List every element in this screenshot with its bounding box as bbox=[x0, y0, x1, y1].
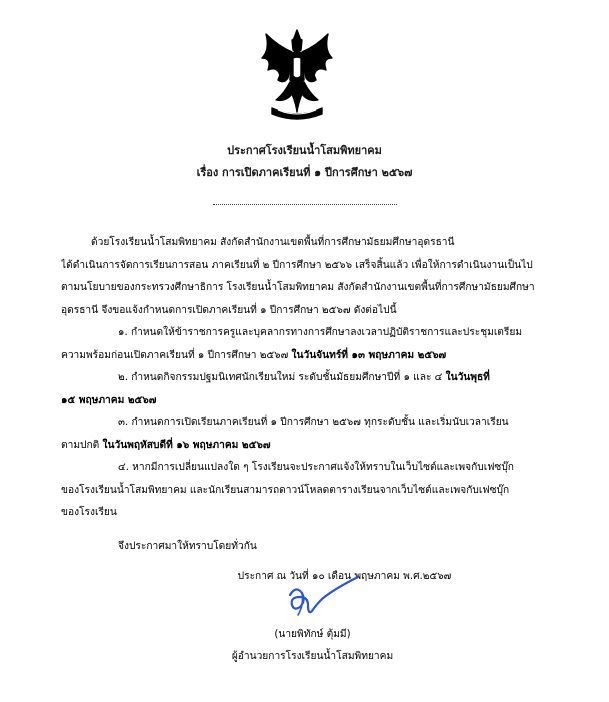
item-2-date-start: ในวันพุธที่ bbox=[445, 372, 490, 383]
item-1-line: ๑. กำหนดให้ข้าราชการครูและบุคลากรทางการศึกษาลงเวลาปฏิบัติราชการและประชุมเตรียม bbox=[118, 327, 523, 338]
item-4 bbox=[61, 457, 581, 525]
item-4-line: ของโรงเรียน bbox=[61, 507, 117, 518]
item-4-line: ๔. หากมีการเปลี่ยนแปลงใด ๆ โรงเรียนจะประกาศแจ้งให้ทราบในเว็บไซต์และเพจกับเฟซบุ๊ก bbox=[118, 462, 514, 473]
item-3-line bbox=[61, 435, 581, 458]
item-3-text: ตามปกติ bbox=[61, 439, 103, 451]
item-1-line bbox=[61, 345, 581, 368]
item-3-line: ๓. กำหนดการเปิดเรียนภาคเรียนที่ ๑ ปีการศึกษา ๒๕๖๗ ทุกระดับชั้น และเริ่มนับเวลาเรียน bbox=[118, 417, 509, 428]
handwritten-signature-icon bbox=[282, 575, 362, 625]
item-1-date: ในวันจันทร์ที่ ๑๓ พฤษภาคม ๒๕๖๗ bbox=[291, 349, 447, 361]
item-3-date: ในวันพฤหัสบดีที่ ๑๖ พฤษภาคม ๒๕๖๗ bbox=[102, 439, 271, 451]
item-3 bbox=[61, 412, 581, 457]
item-2-line bbox=[61, 367, 581, 390]
dotted-divider bbox=[213, 204, 397, 205]
item-1-text: ความพร้อมก่อนเปิดภาคเรียนที่ ๑ ปีการศึกษา ๒๕๖๗ bbox=[61, 349, 292, 361]
item-2-date: ๑๕ พฤษภาคม ๒๕๖๗ bbox=[61, 394, 157, 406]
intro-line: อุดรธานี จึงขอแจ้งกำหนดการเปิดภาคเรียนที่ ๑ ปีการศึกษา ๒๕๖๗ ดังต่อไปนี้ bbox=[61, 304, 397, 316]
signer-position: ผู้อำนวยการโรงเรียนน้ำโสมพิทยาคม bbox=[231, 651, 394, 662]
closing-text: จึงประกาศมาให้ทราบโดยทั่วกัน bbox=[118, 541, 257, 552]
intro-paragraph bbox=[61, 232, 581, 322]
intro-line: ได้ดำเนินการจัดการเรียนการสอน ภาคเรียนที่ ๒ ปีการศึกษา ๒๕๖๖ เสร็จสิ้นแล้ว เพื่อให้การดำเนินงานเป็นไป bbox=[61, 259, 533, 271]
announcement-title: ประกาศโรงเรียนน้ำโสมพิทยาคม bbox=[227, 144, 382, 157]
signer-name: (นายพิทักษ์ ตุ้มมี) bbox=[274, 629, 351, 640]
item-1 bbox=[61, 322, 581, 367]
announcement-subject: เรื่อง การเปิดภาคเรียนที่ ๑ ปีการศึกษา ๒๕๖๗ bbox=[196, 166, 413, 179]
intro-line: ตามนโยบายของกระทรวงศึกษาธิการ โรงเรียนน้ำโสมพิทยาคม สังกัดสำนักงานเขตพื้นที่การศึกษามัธยมศึกษา bbox=[61, 282, 535, 293]
announcement-date: ประกาศ ณ วันที่ ๑๐ เดือน พฤษภาคม พ.ศ.๒๕๖๗ bbox=[237, 571, 452, 582]
item-2-text: ๒. กำหนดกิจกรรมปฐมนิเทศนักเรียนใหม่ ระดับชั้นมัธยมศึกษาปีที่ ๑ และ ๔ bbox=[118, 372, 446, 383]
item-2 bbox=[61, 367, 581, 412]
item-4-line: ของโรงเรียนน้ำโสมพิทยาคม และนักเรียนสามารถดาวน์โหลดตารางเรียนจากเว็บไซต์และเพจกับเฟซบุ๊ก bbox=[61, 484, 510, 496]
garuda-emblem-icon bbox=[258, 28, 336, 124]
intro-line: ด้วยโรงเรียนน้ำโสมพิทยาคม สังกัดสำนักงานเขตพื้นที่การศึกษามัธยมศึกษาอุดรธานี bbox=[91, 237, 455, 248]
